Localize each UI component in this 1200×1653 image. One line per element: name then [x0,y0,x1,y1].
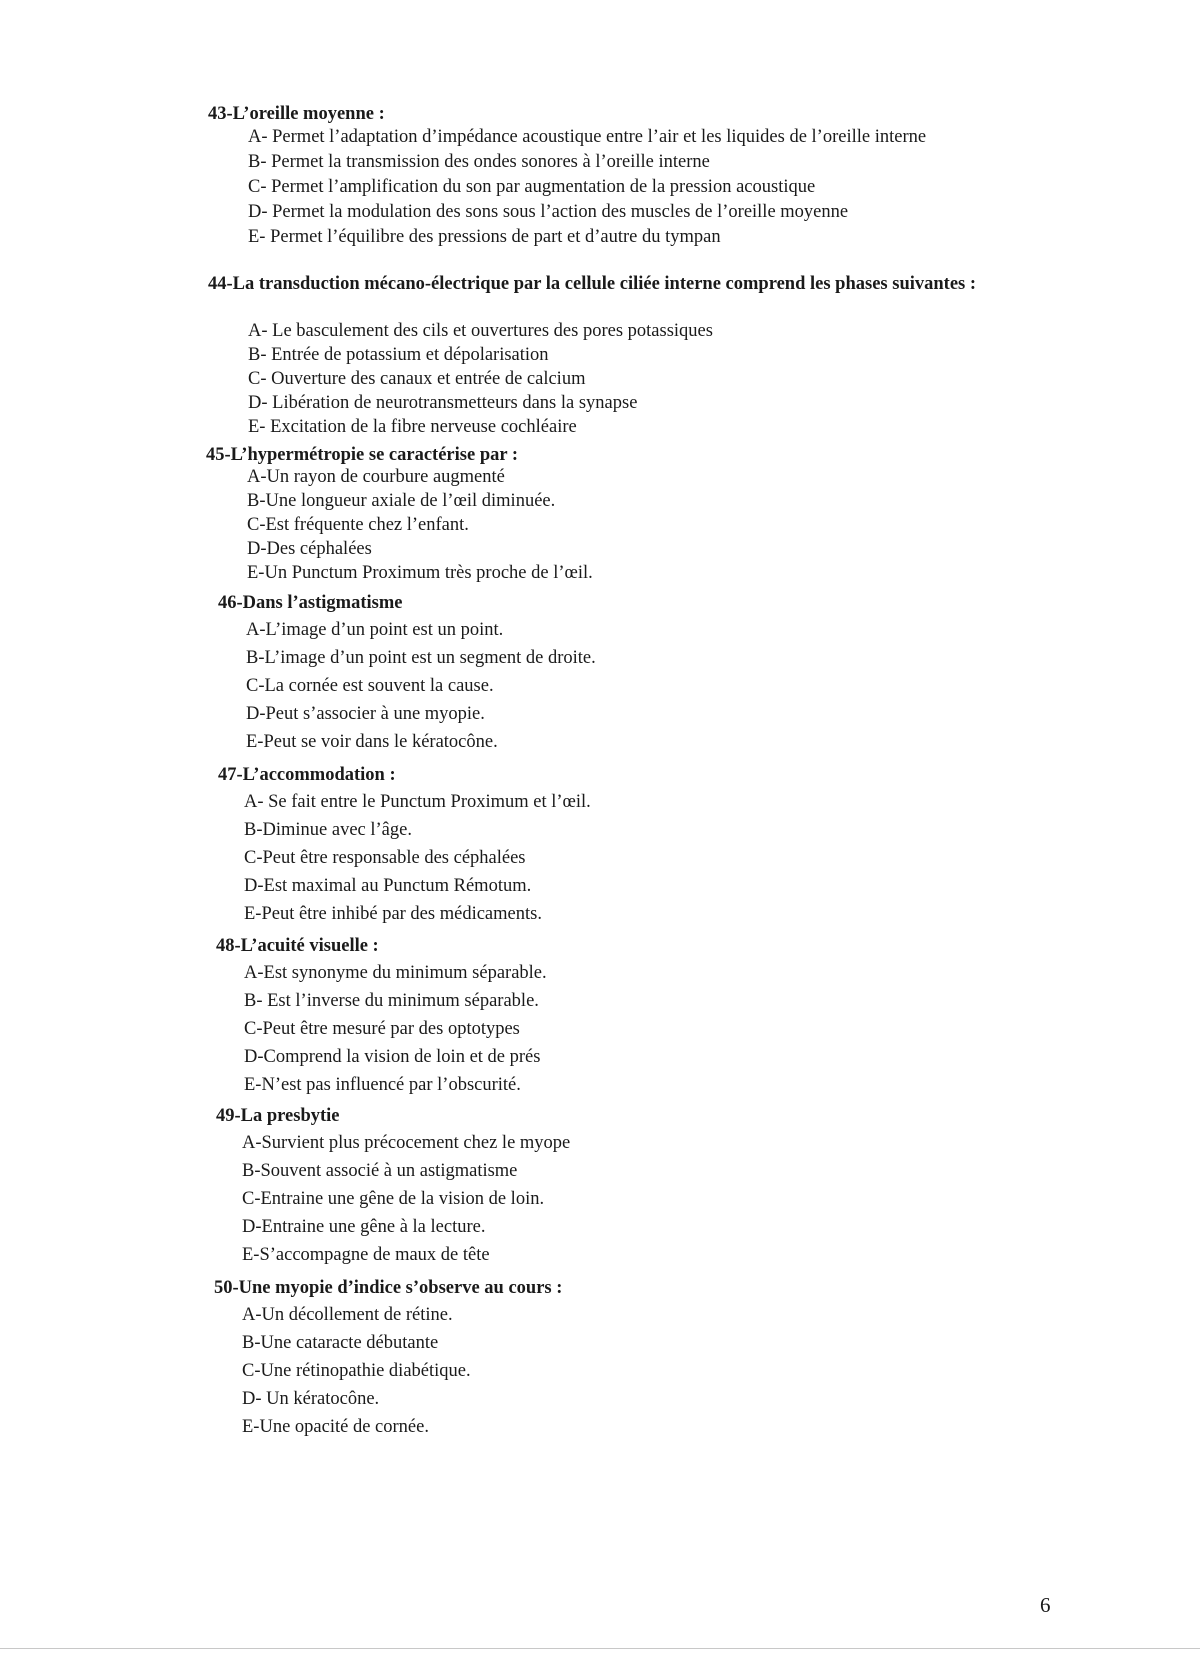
question-45-option-e: E-Un Punctum Proximum très proche de l’œil. [247,563,593,583]
question-45-option-a: A-Un rayon de courbure augmenté [247,467,505,487]
question-45-option-d: D-Des céphalées [247,539,372,559]
question-49-option-d: D-Entraine une gêne à la lecture. [242,1217,486,1237]
question-45-title: 45-L’hypermétropie se caractérise par : [206,445,519,465]
question-48-option-b: B- Est l’inverse du minimum séparable. [244,991,539,1011]
question-45-option-b: B-Une longueur axiale de l’œil diminuée. [247,491,556,511]
question-50-option-c: C-Une rétinopathie diabétique. [242,1361,471,1381]
question-50-title: 50-Une myopie d’indice s’observe au cours : [214,1278,563,1298]
question-48-option-c: C-Peut être mesuré par des optotypes [244,1019,520,1039]
question-47-option-a: A- Se fait entre le Punctum Proximum et l’œil. [244,792,591,812]
question-46-option-d: D-Peut s’associer à une myopie. [246,704,485,724]
question-50-option-a: A-Un décollement de rétine. [242,1305,453,1325]
question-47-option-d: D-Est maximal au Punctum Rémotum. [244,876,532,896]
question-46-title: 46-Dans l’astigmatisme [218,593,403,613]
question-44-option-b: B- Entrée de potassium et dépolarisation [248,345,549,365]
question-46-option-b: B-L’image d’un point est un segment de droite. [246,648,596,668]
scan-edge-line [0,1648,1200,1649]
question-47-option-c: C-Peut être responsable des céphalées [244,848,526,868]
question-44-option-e: E- Excitation de la fibre nerveuse cochléaire [248,417,577,437]
question-47-title: 47-L’accommodation : [218,765,396,785]
question-44-option-d: D- Libération de neurotransmetteurs dans la synapse [248,393,638,413]
question-43-option-d: D- Permet la modulation des sons sous l’action des muscles de l’oreille moyenne [248,202,849,222]
question-48-title: 48-L’acuité visuelle : [216,936,379,956]
question-50-option-e: E-Une opacité de cornée. [242,1417,429,1437]
question-46-option-a: A-L’image d’un point est un point. [246,620,504,640]
question-43-option-b: B- Permet la transmission des ondes sonores à l’oreille interne [248,152,710,172]
question-47-option-e: E-Peut être inhibé par des médicaments. [244,904,542,924]
question-49-title: 49-La presbytie [216,1106,340,1126]
question-46-option-e: E-Peut se voir dans le kératocône. [246,732,498,752]
question-45-option-c: C-Est fréquente chez l’enfant. [247,515,469,535]
question-49-option-c: C-Entraine une gêne de la vision de loin. [242,1189,545,1209]
question-49-option-a: A-Survient plus précocement chez le myope [242,1133,571,1153]
question-49-option-e: E-S’accompagne de maux de tête [242,1245,490,1265]
question-43-option-c: C- Permet l’amplification du son par augmentation de la pression acoustique [248,177,816,197]
question-44-title: 44-La transduction mécano-électrique par la cellule ciliée interne comprend les phases suivantes : [208,274,977,294]
question-43-option-a: A- Permet l’adaptation d’impédance acoustique entre l’air et les liquides de l’oreille interne [248,127,927,147]
question-48-option-a: A-Est synonyme du minimum séparable. [244,963,547,983]
question-43-option-e: E- Permet l’équilibre des pressions de part et d’autre du tympan [248,227,721,247]
question-50-option-b: B-Une cataracte débutante [242,1333,439,1353]
question-50-option-d: D- Un kératocône. [242,1389,380,1409]
question-48-option-d: D-Comprend la vision de loin et de prés [244,1047,541,1067]
question-43-title: 43-L’oreille moyenne : [208,104,385,124]
question-48-option-e: E-N’est pas influencé par l’obscurité. [244,1075,521,1095]
question-47-option-b: B-Diminue avec l’âge. [244,820,412,840]
page-number: 6 [1040,1593,1051,1617]
question-49-option-b: B-Souvent associé à un astigmatisme [242,1161,518,1181]
question-44-option-c: C- Ouverture des canaux et entrée de calcium [248,369,586,389]
question-46-option-c: C-La cornée est souvent la cause. [246,676,494,696]
question-44-option-a: A- Le basculement des cils et ouvertures des pores potassiques [248,321,713,341]
